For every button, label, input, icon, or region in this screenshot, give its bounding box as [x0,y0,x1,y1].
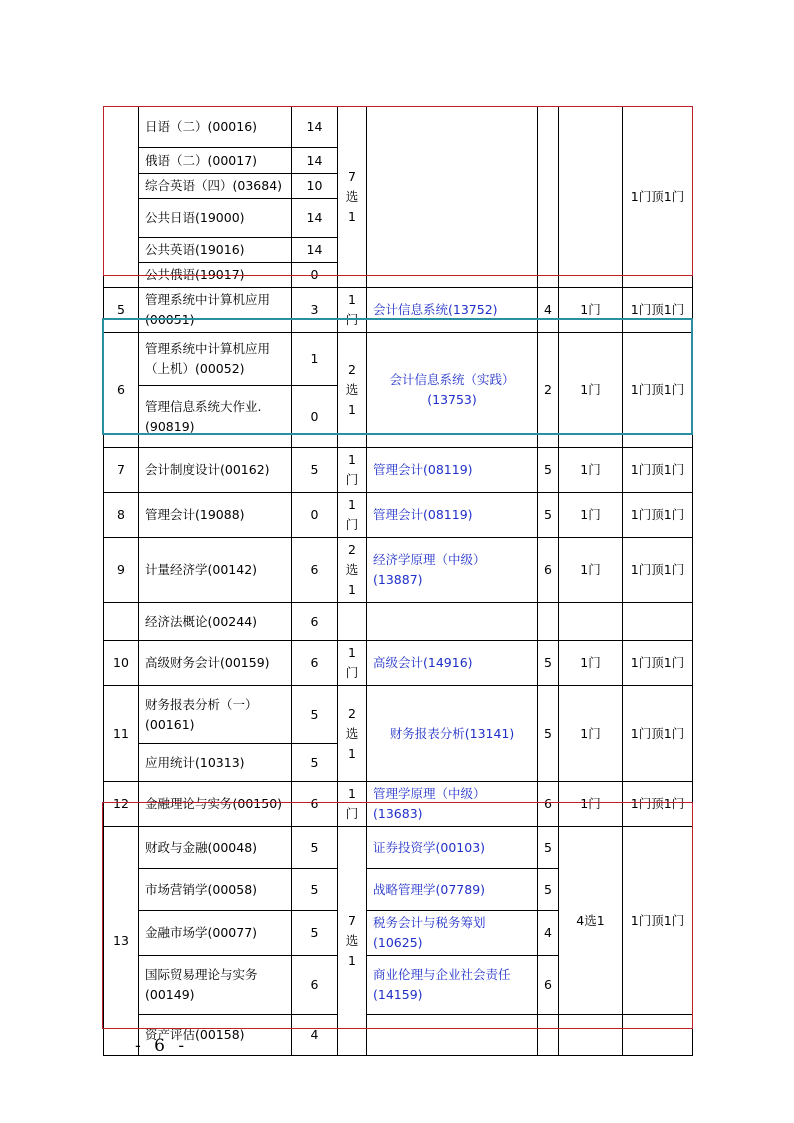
selection-rule-cell [338,333,367,448]
replacement-rule: 1门 [559,493,623,538]
old-course-name: 俄语（二）(00017) [139,148,292,174]
old-course-credit: 14 [292,107,338,148]
row-number: 11 [104,686,139,782]
old-course-name: 综合英语（四）(03684) [139,174,292,199]
selection-rule: 1门 [345,786,359,821]
row-number: 8 [104,493,139,538]
replacement-note: 1门顶1门 [623,782,693,827]
old-course-credit: 5 [292,827,338,869]
old-course-credit: 6 [292,956,338,1015]
old-course-credit: 14 [292,148,338,174]
old-course-credit: 0 [292,386,338,448]
table-row [104,493,693,538]
replacement-note: 1门顶1门 [623,538,693,603]
replacement-rule: 1门 [559,448,623,493]
row-number: 12 [104,782,139,827]
old-course-credit: 14 [292,238,338,263]
new-course-cell [367,1015,538,1056]
old-course-name: 计量经济学(00142) [139,538,292,603]
new-course-name: 战略管理学(07789) [367,869,538,911]
selection-rule: 2选1 [345,705,359,761]
replacement-rule-cell [559,107,623,288]
replacement-note: 1门顶1门 [623,333,693,448]
selection-rule-cell [338,782,367,827]
new-course-cell [367,603,538,641]
selection-rule-cell [338,603,367,641]
table-row [104,686,693,744]
new-course-name: 经济学原理（中级）(13887) [367,538,538,603]
selection-rule-cell [338,107,367,288]
new-course-credit: 6 [538,538,559,603]
old-course-name: 公共日语(19000) [139,199,292,238]
old-course-name: 资产评估(00158) [139,1015,292,1056]
old-course-name: 管理系统中计算机应用（上机）(00052) [139,333,292,386]
new-course-name: 高级会计(14916) [367,641,538,686]
row-number: 5 [104,288,139,333]
row-number: 13 [104,827,139,1056]
table-row [104,1015,693,1056]
table-row [104,641,693,686]
old-course-name: 管理会计(19088) [139,493,292,538]
new-course-credit-cell [538,1015,559,1056]
new-course-name: 税务会计与税务筹划(10625) [367,911,538,956]
selection-rule-cell [338,641,367,686]
selection-rule: 1门 [345,452,359,487]
replacement-note: 1门顶1门 [623,493,693,538]
selection-rule: 1门 [345,645,359,680]
old-course-name: 管理系统中计算机应用(00051) [139,288,292,333]
new-course-name: 管理学原理（中级）(13683) [367,782,538,827]
old-course-name: 公共英语(19016) [139,238,292,263]
new-course-name: 财务报表分析(13141) [367,686,538,782]
old-course-credit: 5 [292,911,338,956]
replacement-rule: 1门 [559,686,623,782]
selection-rule: 1门 [345,497,359,532]
new-course-credit: 5 [538,448,559,493]
table-row [104,538,693,603]
old-course-credit: 10 [292,174,338,199]
row-number: 10 [104,641,139,686]
old-course-credit: 6 [292,782,338,827]
old-course-name: 管理信息系统大作业.(90819) [139,386,292,448]
old-course-credit: 0 [292,263,338,288]
old-course-name: 市场营销学(00058) [139,869,292,911]
replacement-note-cell [623,603,693,641]
selection-rule-cell [338,493,367,538]
row-number: 7 [104,448,139,493]
new-course-name: 会计信息系统（实践）(13753) [367,333,538,448]
new-course-credit: 5 [538,641,559,686]
row-number-cell [104,107,139,288]
replacement-note: 1门顶1门 [623,107,693,288]
old-course-name: 应用统计(10313) [139,744,292,782]
table-row [104,107,693,148]
old-course-credit: 5 [292,448,338,493]
new-course-credit: 5 [538,686,559,782]
old-course-name: 金融理论与实务(00150) [139,782,292,827]
selection-rule-cell [338,686,367,782]
selection-rule-cell [338,827,367,1056]
table-row [104,288,693,333]
selection-rule: 1门 [345,292,359,327]
replacement-note-cell [623,1015,693,1056]
new-course-credit: 5 [538,493,559,538]
table-row [104,603,693,641]
new-course-credit-cell [538,107,559,288]
new-course-credit: 4 [538,288,559,333]
selection-rule-cell [338,288,367,333]
selection-rule-cell [338,538,367,603]
page-number: - 6 - [135,1036,189,1056]
replacement-rule: 1门 [559,288,623,333]
selection-rule: 7选1 [345,169,359,224]
old-course-credit: 4 [292,1015,338,1056]
replacement-note: 1门顶1门 [623,288,693,333]
old-course-credit: 5 [292,744,338,782]
selection-rule: 2选1 [345,542,359,597]
new-course-name: 证券投资学(00103) [367,827,538,869]
selection-rule: 2选1 [345,362,359,417]
new-course-credit: 6 [538,782,559,827]
old-course-credit: 6 [292,538,338,603]
row-number: 9 [104,538,139,603]
replacement-note: 1门顶1门 [623,686,693,782]
new-course-name: 会计信息系统(13752) [367,288,538,333]
new-course-credit: 5 [538,869,559,911]
replacement-rule: 1门 [559,782,623,827]
old-course-name: 经济法概论(00244) [139,603,292,641]
course-replacement-table [103,106,693,1056]
row-number: 6 [104,333,139,448]
old-course-credit: 0 [292,493,338,538]
table-row [104,448,693,493]
table-row [104,782,693,827]
old-course-name: 公共俄语(19017) [139,263,292,288]
old-course-name: 高级财务会计(00159) [139,641,292,686]
replacement-rule: 1门 [559,538,623,603]
replacement-note: 1门顶1门 [623,827,693,1015]
row-number-cell [104,603,139,641]
old-course-name: 金融市场学(00077) [139,911,292,956]
new-course-credit: 6 [538,956,559,1015]
replacement-rule-cell [559,1015,623,1056]
replacement-rule: 4选1 [559,827,623,1015]
new-course-name: 管理会计(08119) [367,448,538,493]
old-course-credit: 5 [292,686,338,744]
new-course-name: 商业伦理与企业社会责任(14159) [367,956,538,1015]
table-row [104,333,693,386]
new-course-credit: 5 [538,827,559,869]
new-course-credit: 4 [538,911,559,956]
old-course-credit: 1 [292,333,338,386]
replacement-rule: 1门 [559,641,623,686]
old-course-credit: 14 [292,199,338,238]
old-course-credit: 5 [292,869,338,911]
selection-rule: 7选1 [345,913,359,968]
new-course-credit-cell [538,603,559,641]
old-course-credit: 6 [292,603,338,641]
replacement-note: 1门顶1门 [623,448,693,493]
old-course-name: 财政与金融(00048) [139,827,292,869]
new-course-name: 管理会计(08119) [367,493,538,538]
new-course-credit: 2 [538,333,559,448]
selection-rule-cell [338,448,367,493]
new-course-cell [367,107,538,288]
old-course-credit: 3 [292,288,338,333]
old-course-name: 日语（二）(00016) [139,107,292,148]
table-row [104,827,693,869]
replacement-rule-cell [559,603,623,641]
old-course-credit: 6 [292,641,338,686]
replacement-note: 1门顶1门 [623,641,693,686]
old-course-name: 会计制度设计(00162) [139,448,292,493]
old-course-name: 国际贸易理论与实务(00149) [139,956,292,1015]
old-course-name: 财务报表分析（一）(00161) [139,686,292,744]
replacement-rule: 1门 [559,333,623,448]
